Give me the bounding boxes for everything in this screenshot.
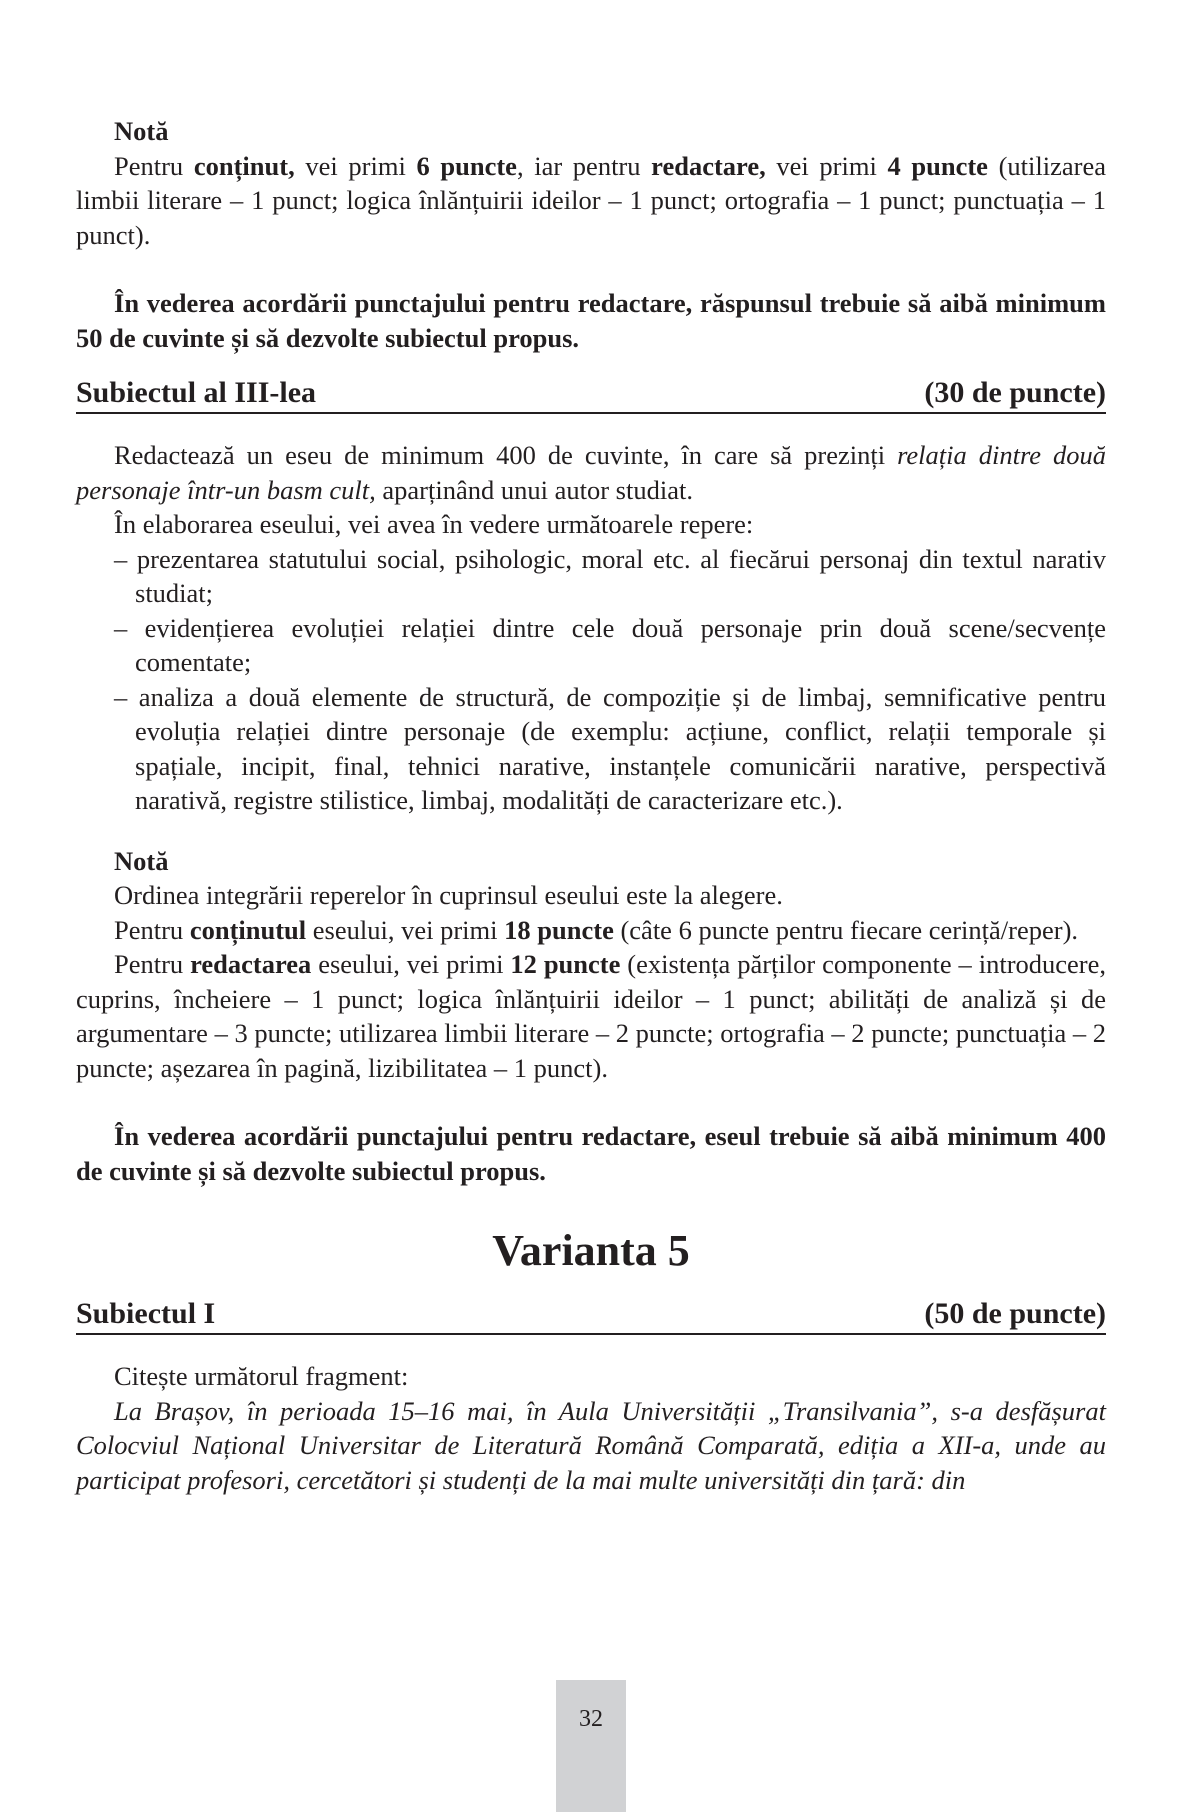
essay-prompt: Redactează un eseu de minimum 400 de cuvinte, în care să prezinți relația dintre două personaje într-un basm cult, aparținând unui autor studiat.	[76, 440, 1106, 505]
note-title: Notă	[114, 845, 169, 876]
note-line: Ordinea integrării reperelor în cuprinsul eseului este la alegere.	[114, 880, 783, 910]
section-heading-subiect-3	[76, 375, 1106, 414]
list-item: – analiza a două elemente de structură, de compoziție și de limbaj, semnificative pentru evoluția relației dintre personaje (de exemplu: acțiune, conflict, relații temporale și spațiale, incipit, final, tehnici narative, instanțele comunicării narative, perspectivă narativă, registre stilistice, limbaj, modalități de caracterizare etc.).	[114, 681, 1106, 815]
section-title: Subiectul I	[76, 1297, 216, 1330]
repere-intro: În elaborarea eseului, vei avea în vedere următoarele repere:	[114, 509, 754, 539]
variant-title: Varianta 5	[492, 1226, 690, 1275]
note-bold-requirement: În vederea acordării punctajului pentru redactare, eseul trebuie să aibă minimum 400 de cuvinte și să dezvolte subiectul propus.	[76, 1121, 1106, 1186]
section-points: (50 de puncte)	[924, 1297, 1106, 1330]
section-points: (30 de puncte)	[924, 376, 1106, 409]
note-title: Notă	[114, 116, 169, 146]
list-item: – evidențierea evoluției relației dintre cele două personaje prin două scene/secvențe comentate;	[114, 612, 1106, 677]
note-paragraph: Pentru conținut, vei primi 6 puncte, iar pentru redactare, vei primi 4 puncte (utilizarea limbii literare – 1 punct; logica înlănțuirii ideilor – 1 punct; ortografia – 1 punct; punctuația – 1 punct).	[76, 150, 1106, 250]
fragment-intro: Citește următorul fragment:	[114, 1361, 409, 1391]
note-paragraph: Pentru conținutul eseului, vei primi 18 puncte (câte 6 puncte pentru fiecare cerință/reper).	[114, 914, 1079, 945]
page-number: 32	[556, 1680, 626, 1812]
note-bold-requirement: În vederea acordării punctajului pentru redactare, răspunsul trebuie să aibă minimum 50 de cuvinte și să dezvolte subiectul propus.	[76, 288, 1106, 353]
list-item: – prezentarea statutului social, psihologic, moral etc. al fiecărui personaj din textul narativ studiat;	[114, 543, 1106, 608]
section-heading-subiect-1	[76, 1296, 1106, 1335]
note-paragraph: Pentru redactarea eseului, vei primi 12 puncte (existența părților componente – introducere, cuprins, încheiere – 1 punct; logica înlănțuirii ideilor – 1 punct; abilități de analiză și de argumentare – 3 puncte; utilizarea limbii literare – 2 puncte; ortografia – 2 puncte; punctuația – 2 puncte; așezarea în pagină, lizibilitatea – 1 punct).	[76, 949, 1106, 1083]
page-content	[76, 114, 1106, 1497]
fragment-text: La Brașov, în perioada 15–16 mai, în Aula Universității „Transilvania”, s-a desfășurat Colocviul Național Universitar de Literatură Română Comparată, ediția a XII-a, unde au participat profesori, cercetători și studenți de la mai multe universități din țară: din	[76, 1395, 1106, 1495]
section-title: Subiectul al III-lea	[76, 376, 317, 409]
